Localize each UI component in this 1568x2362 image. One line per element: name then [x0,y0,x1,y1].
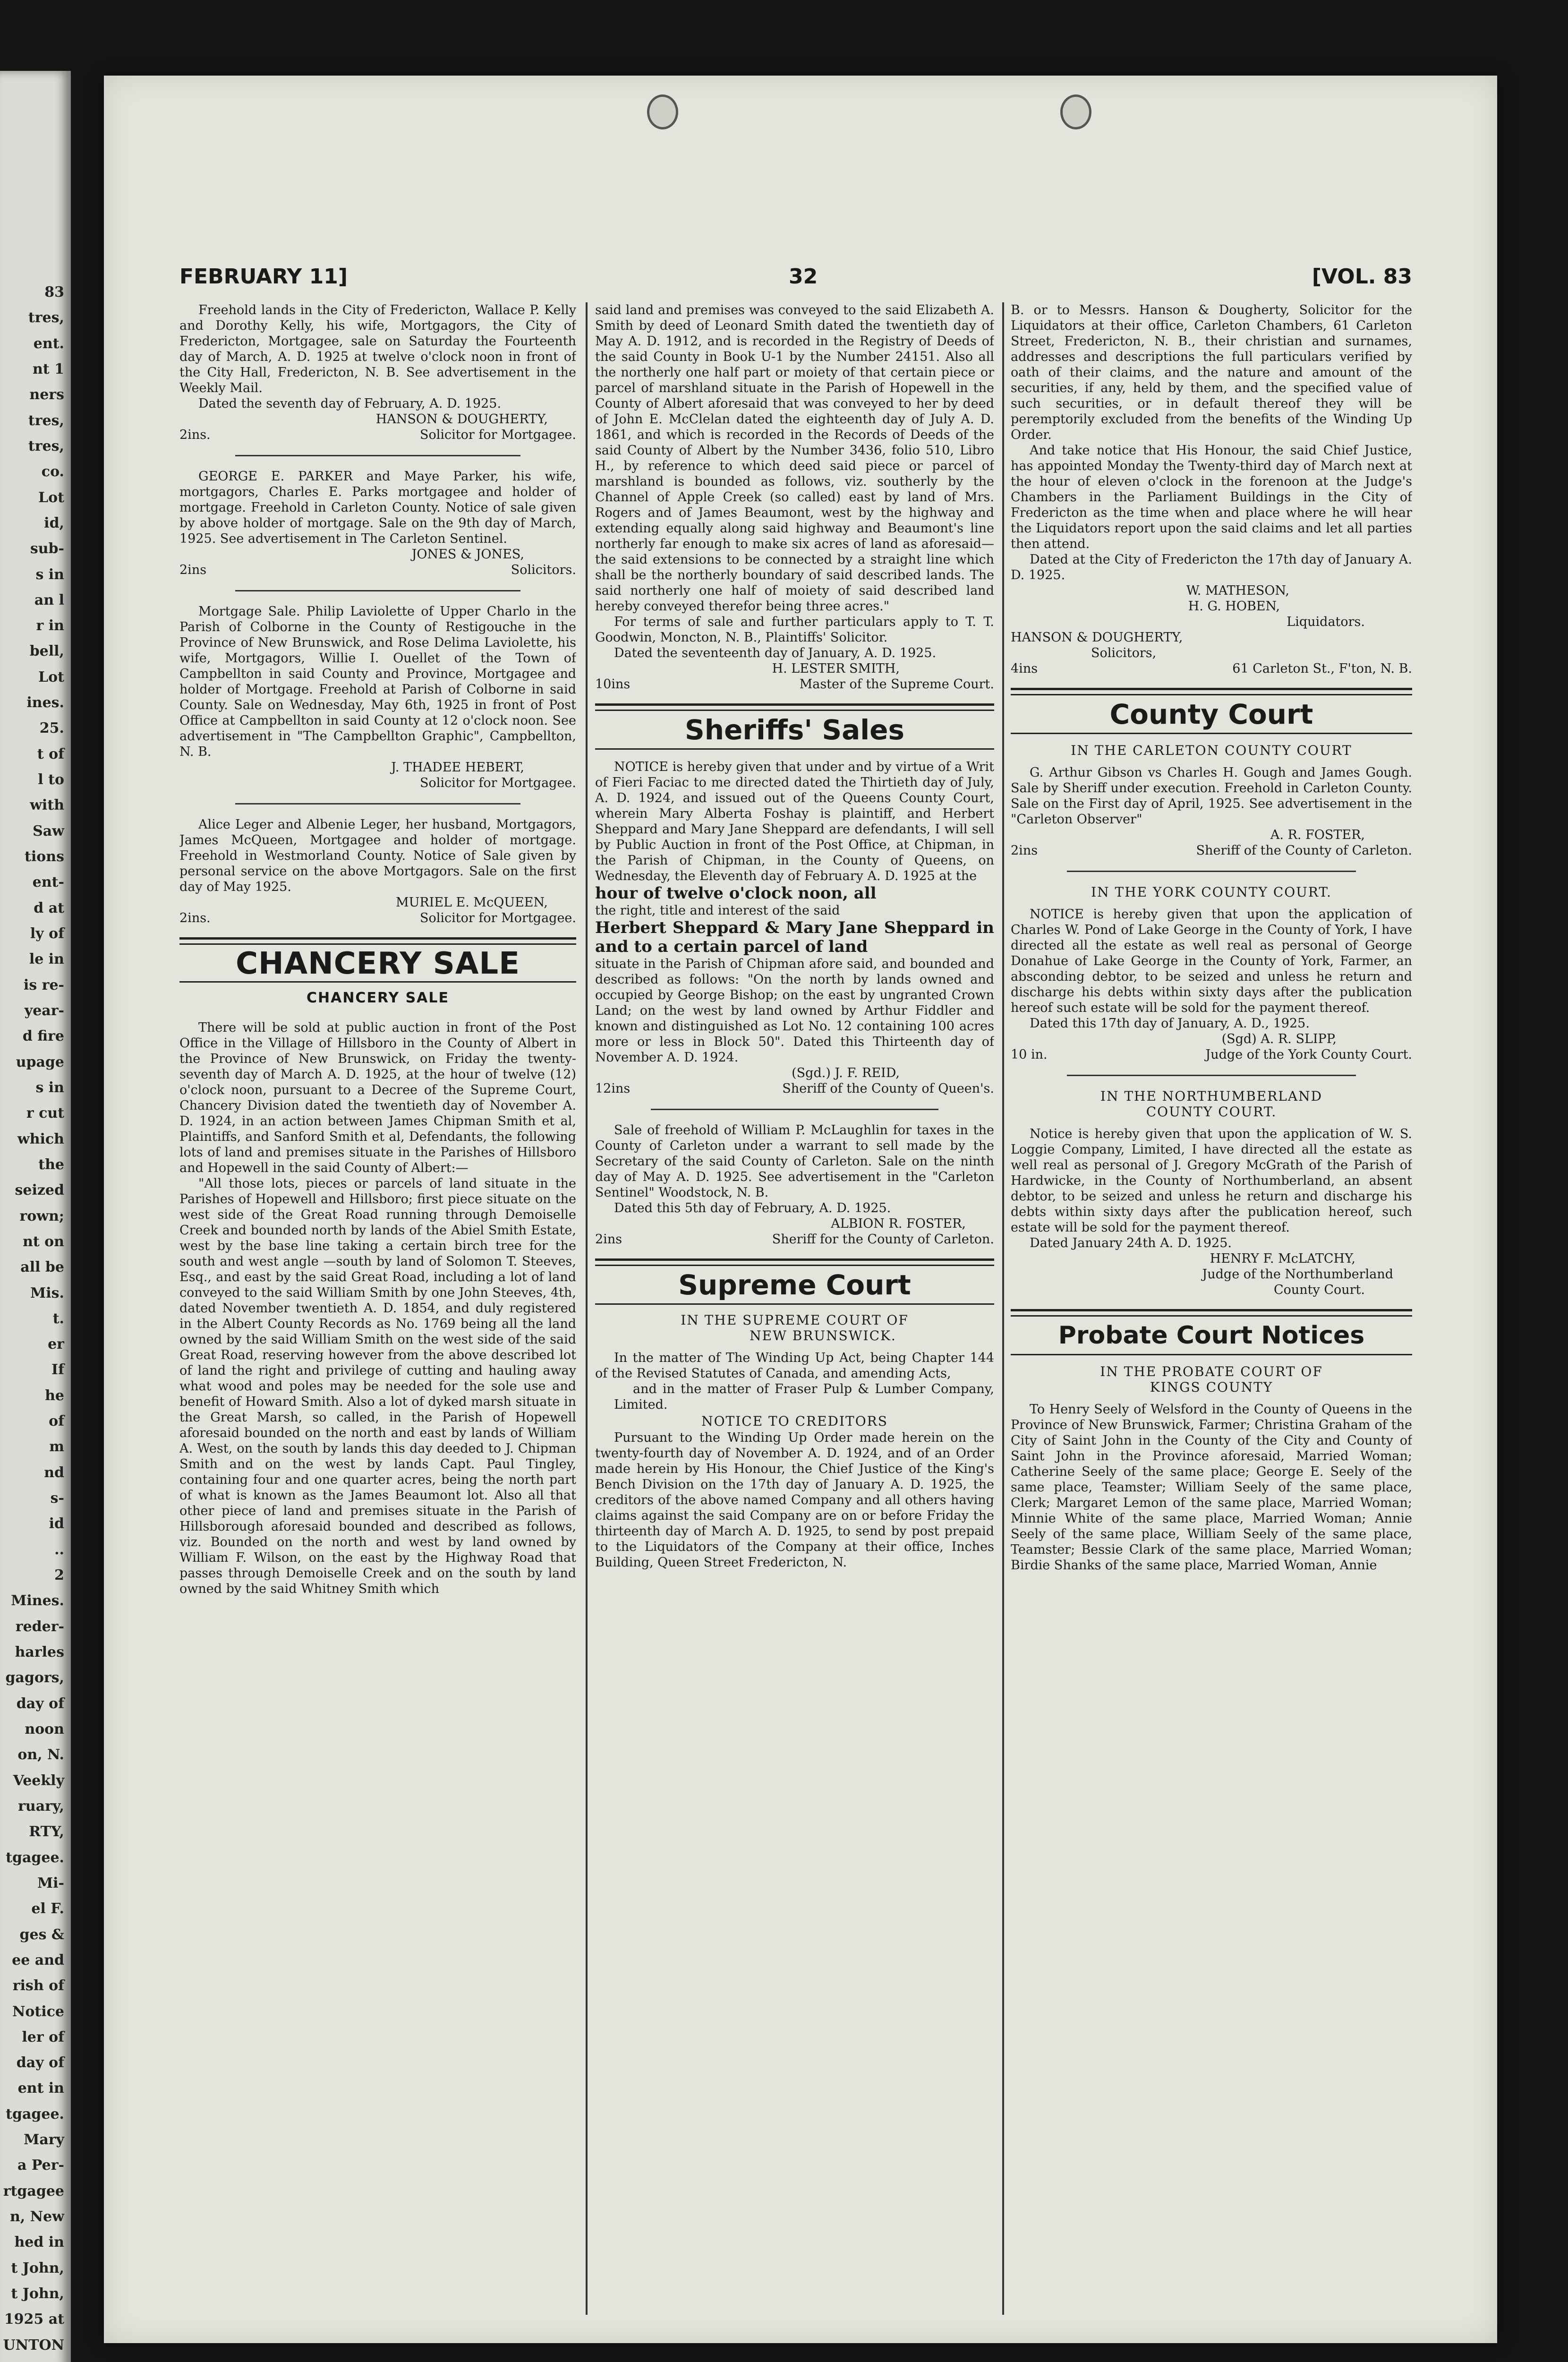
northumberland-caption-1: IN THE NORTHUMBERLAND [1100,1088,1323,1104]
signer-role: Solicitor for Mortgagee. [420,911,576,925]
facing-page-fragment: gagors, [5,1669,64,1686]
notice-parker-footer [179,562,576,578]
separator [651,1109,938,1110]
facing-page-fragment: a Per- [17,2157,64,2174]
gazette-page [104,76,1497,2343]
york-caption: IN THE YORK COUNTY COURT. [1091,884,1332,900]
notice-kelly: Freehold lands in the City of Fredericton, Wallace P. Kelly and Dorothy Kelly, his wife, Mortgagors, the City of Fredericton, Mortgagee, sale on Saturday the Fourteenth day of March, A. D. 1925 at twelve o'clock noon in front of the City Hall, Fredericton, N. B. See advertisement in the Weekly Mail. [179,303,576,395]
thin-rule [1011,1354,1412,1355]
separator [235,803,521,804]
facing-page-fragment: upage [16,1053,64,1070]
thin-rule [179,943,576,945]
facing-page-fragment: co. [41,463,64,480]
facing-page-fragment: er [48,1336,64,1353]
mclaughlin-signer: ALBION R. FOSTER, [831,1216,966,1231]
mclaughlin-notice: Sale of freehold of William P. McLaughlin for taxes in the County of Carleton under a warrant to sell made by the Secretary of the said County of Carleton. Sale on the ninth day of May A. D. 1925. See advertisement in the "Carleton Sentinel" Woodstock, N. B. [595,1123,994,1200]
york-footer [1011,1047,1412,1062]
carleton-signer: A. R. FOSTER, [1270,828,1365,842]
notice-laviolette-role: Solicitor for Mortgagee. [420,776,576,790]
mclaughlin-footer [595,1232,994,1247]
facing-page-fragment: ruary, [18,1797,64,1814]
facing-page-fragment: year- [24,1002,64,1019]
facing-page-fragment: ners [29,386,64,403]
notice-kelly-signer: HANSON & DOUGHERTY, [375,412,548,427]
northumberland-notice: Notice is hereby given that upon the application of W. S. Loggie Company, Limited, I have directed all the estate as well real as personal of J. Gregory McGrath of the Parish of Hardwicke, in the County of Northumberland, an absent debtor, to be seized and unless he return and discharge his debts within sixty days after the publication hereof, such estate will be sold for the payment thereof. [1011,1127,1412,1235]
facing-page-fragment: which [17,1130,64,1147]
notice-leger: Alice Leger and Albenie Leger, her husband, Mortgagors, James McQueen, Mortgagee and holder of mortgage. Freehold in Westmorland County. Notice of Sale given by personal service on the above Mortgagors. Sale on the first day of May 1925. [179,817,576,894]
chancery-terms: For terms of sale and further particulars apply to T. T. Goodwin, Moncton, N. B., Plaintiffs' Solicitor. [595,615,994,645]
signer-role: Sheriff of the County of Queen's. [782,1081,994,1096]
header-date: FEBRUARY 11] [179,265,348,289]
thin-rule [595,1303,994,1305]
notice-leger-footer [179,910,576,926]
facing-page-strip [0,71,71,2362]
facing-page-fragment: nt 1 [33,360,64,377]
facing-page-fragment: tgagee. [6,2105,64,2122]
ins-count: 2ins [1011,843,1038,858]
facing-page-fragment: Saw [33,822,64,839]
signer-role: Sheriff of the County of Carleton. [1196,843,1412,858]
column-1 [179,302,576,2324]
probate-caption-2: KINGS COUNTY [1150,1379,1273,1395]
facing-page-fragment: .. [54,1541,64,1558]
facing-page-fragment: Lot [38,668,64,685]
facing-page-fragment: 1925 at [4,2311,64,2328]
facing-page-fragment: t John, [11,2259,64,2276]
separator [235,455,521,456]
chancery-dated: Dated the seventeenth day of January, A. D. 1925. [614,646,937,660]
notice-parker-signer: JONES & JONES, [411,547,524,562]
signer-role: Solicitor for Mortgagee. [420,428,576,442]
northumberland-caption-2: COUNTY COURT. [1146,1104,1277,1120]
facing-page-fragment: rish of [12,1977,64,1994]
ins-count: 10ins [595,677,631,692]
facing-page-fragment: day of [16,1695,64,1712]
chancery-paragraph-1: There will be sold at public auction in front of the Post Office in the Village of Hillsboro in the County of Albert in the Province of New Brunswick, on Friday the twenty-seventh day of March A. D. 1925, at the hour of twelve (12) o'clock noon, pursuant to a Decree of the Supreme Court, Chancery Division dated the twentieth day of November A. D. 1924, in an action between James Chipman Smith et al, Plaintiffs, and Sanford Smith et al, Defendants, the following lots of land and premises situate in the Parishes of Hillsboro and Hopewell in the said County of Albert:— [179,1020,576,1175]
northumberland-role-1: Judge of the Northumberland [1202,1267,1393,1282]
column-rule [1002,302,1004,2315]
facing-page-fragment: the [38,1156,64,1173]
ins-count: 2ins. [179,911,211,925]
ins-count: 4ins [1011,661,1038,676]
facing-page-fragment: noon [25,1720,64,1737]
solicitor-footer [1011,661,1412,676]
facing-page-fragment: 25. [39,720,64,737]
facing-page-fragment: he [45,1387,64,1404]
heavy-rule [595,703,994,706]
facing-page-fragment: d fire [22,1028,64,1045]
facing-page-fragment: Mines. [11,1592,64,1609]
chancery-continued: said land and premises was conveyed to the said Elizabeth A. Smith by deed of Leonard Smith dated the twentieth day of May A. D. 1912, and is recorded in the Registry of Deeds of the said County in Book U-1 by the Number 24151. Also all the northerly one half part or moiety of that certain piece or parcel of marshland situate in the Parish of Hopewell in the County of Albert aforesaid that was conveyed to her by deed of John E. McClelan dated the eighteenth day of July A. D. 1861, and which is recorded in the Records of Deeds of the said County of Albert by the Number 3436, folio 510, Libro H., by reference to which deed said piece or parcel of marshland is bounded as follows, viz. southerly by the Channel of Apple Creek (so called) east by land of Mrs. Rogers and of James Beaumont, west by the highway and extending equally along said highway and Beaumont's line northerly far enough to make six acres of land as aforesaid—the said extensions to be connected by a straight line which shall be the northerly boundary of said described lands. The said northerly one half of moiety of said described land hereby conveyed therefor being three acres." [595,303,994,614]
facing-page-fragment: nt on [23,1233,64,1250]
sheriff-paragraph-1: NOTICE is hereby given that under and by virtue of a Writ of Fieri Faciac to me directed dated the Thirtieth day of July, A. D. 1924, and issued out of the Queens County Court, wherein Mary Alberta Foshay is plaintiff, and Herbert Sheppard and Mary Jane Sheppard are defendants, I will sell by Public Auction in front of the Post Office, at Chipman, in the Parish of Chipman, in the County of Queens, on Wednesday, the Eleventh day of February A. D. 1925 at the [595,760,994,883]
thin-rule [1011,733,1412,734]
probate-notice: To Henry Seely of Welsford in the County of Queens in the Province of New Brunswick, Farmer; Christina Graham of the City of Saint John in the County of the City and County of Saint John in the Province aforesaid, Married Woman; Catherine Seely of the same place; George E. Seely of the same place, Teamster; William Seely of the same place, Clerk; Margaret Lemon of the same place, Married Woman; Minnie White of the same place, Married Woman; Annie Seely of the same place, William Seely of the same place, Teamster; Bessie Clark of the same place, Married Woman; Birdie Shanks of the same place, Married Woman, Annie [1011,1402,1412,1573]
facing-page-fragment: harles [15,1644,64,1660]
facing-page-fragment: tres, [28,309,64,326]
facing-page-fragment: Lot [38,489,64,506]
facing-page-fragment: ines. [26,694,64,711]
notice-laviolette-signer: J. THADEE HEBERT, [391,760,524,775]
facing-page-fragment: with [30,797,64,814]
notice-laviolette: Mortgage Sale. Philip Laviolette of Upper Charlo in the Parish of Colborne in the County of Restigouche in the Province of New Brunswick, and Rose Delima Laviolette, his wife, Mortgagors, Willie I. Ouellet of the Town of Campbellton in said County and Province, Mortgagee and holder of Mortgage. Freehold at Parish of Colborne in said County. Sale on Wednesday, May 6th, 1925 in front of Post Office at Campbellton in said County at 12 o'clock noon. See advertisement in "The Campbellton Graphic", Campbellton, N. B. [179,604,576,759]
facing-page-fragment: nd [44,1464,64,1481]
facing-page-fragment: seized [15,1182,64,1199]
ins-count: 2ins. [179,428,211,442]
facing-page-fragment: l to [38,771,64,788]
column-2 [595,302,994,2324]
ins-count: 12ins [595,1081,631,1096]
notice-kelly-footer [179,427,576,443]
sheriff-signer: (Sgd.) J. F. REID, [792,1066,900,1080]
section-heading-supreme: Supreme Court [678,1269,911,1301]
notice-parker: GEORGE E. PARKER and Maye Parker, his wife, mortgagors, Charles E. Parks mortgagee and holder of mortgage. Freehold in Carleton County. Notice of sale given by above holder of mortgage. Sale on the 9th day of March, 1925. See advertisement in The Carleton Sentinel. [179,469,576,546]
facing-page-fragment: If [51,1361,64,1378]
facing-page-fragment: Veekly [13,1772,64,1789]
facing-page-fragment: ent in [17,2080,64,2097]
facing-page-fragment: le in [29,951,64,968]
facing-page-fragment: tions [25,848,64,865]
supreme-dated: Dated at the City of Fredericton the 17th day of January A. D. 1925. [1011,552,1412,582]
facing-page-fragment: ent- [32,874,64,891]
facing-page-fragment: tres, [28,437,64,454]
separator [235,590,521,591]
york-signer: (Sgd) A. R. SLIPP, [1221,1032,1337,1046]
mclaughlin-dated: Dated this 5th day of February, A. D. 1925. [614,1201,891,1215]
facing-page-fragment: bell, [29,643,64,660]
probate-caption-1: IN THE PROBATE COURT OF [1100,1364,1323,1379]
facing-page-fragment: ges & [19,1926,64,1943]
liquidators-role: Liquidators. [1287,615,1365,629]
facing-page-fragment: el F. [31,1900,64,1917]
facing-page-fragment: n, New [9,2208,64,2225]
sheriff-footer [595,1081,994,1096]
facing-page-fragment: hed in [14,2234,64,2251]
thin-rule [1011,1315,1412,1317]
heavy-rule [179,937,576,940]
facing-page-fragment: Mary [24,2131,64,2148]
chancery-signer: H. LESTER SMITH, [772,661,900,676]
supreme-take-notice: And take notice that His Honour, the said Chief Justice, has appointed Monday the Twenty-third day of March next at the hour of eleven o'clock in the forenoon at the Judge's Chambers in the Parliament Buildings in the City of Fredericton as the time when and place where he will hear the Liquidators report upon the said claims and let all parties then attend. [1011,443,1412,551]
facing-page-fragment: id, [44,514,64,531]
signer-role: Sheriff for the County of Carleton. [772,1232,994,1247]
separator [1067,1075,1356,1076]
facing-page-fragment: r in [36,617,64,634]
facing-page-fragment: t John, [11,2285,64,2302]
header-page-number: 32 [789,265,818,289]
facing-page-fragment: ly of [30,925,64,942]
page-header [179,265,1412,293]
northumberland-role-2: County Court. [1273,1283,1365,1297]
ins-count: 2ins [179,563,207,577]
heavy-rule [595,1258,994,1261]
signer-role: Solicitors. [511,563,576,577]
northumberland-dated: Dated January 24th A. D. 1925. [1030,1236,1232,1250]
facing-page-fragment: t. [52,1310,64,1327]
notice-leger-signer: MURIEL E. McQUEEN, [395,895,548,910]
facing-page-fragment: id [49,1515,64,1532]
ins-count: 2ins [595,1232,622,1247]
facing-page-fragment: d at [34,899,64,916]
carleton-footer [1011,843,1412,858]
heavy-rule [1011,1309,1412,1311]
facing-page-fragment: an l [34,591,64,608]
thin-rule [595,710,994,711]
section-heading-probate: Probate Court Notices [1058,1321,1365,1350]
column-rule [586,302,588,2315]
liquidator-2: H. G. HOBEN, [1188,599,1280,614]
facing-page-fragment: Mi- [37,1874,64,1891]
column-3 [1011,302,1412,2324]
facing-page-fragment: t of [37,745,64,762]
carleton-caption: IN THE CARLETON COUNTY COURT [1071,743,1352,758]
thin-rule [595,748,994,750]
signer-role: Judge of the York County Court. [1205,1047,1412,1062]
facing-page-fragment: s in [35,1079,64,1096]
section-heading-sheriffs: Sheriffs' Sales [685,714,904,746]
facing-page-fragment: day of [16,2054,64,2071]
facing-page-fragment: 2 [54,1567,64,1584]
facing-page-fragment: sub- [30,540,64,557]
facing-page-fragment: ler of [22,2028,64,2045]
facing-page-fragment: Mis. [30,1284,64,1301]
solicitor-address: 61 Carleton St., F'ton, N. B. [1232,661,1412,676]
sheriff-emphasis-2: Herbert Sheppard & Mary Jane Sheppard in and to a certain parcel of land [595,918,994,956]
supreme-caption-1: IN THE SUPREME COURT OF [681,1312,909,1328]
facing-page-fragment: of [49,1413,64,1430]
facing-page-fragment: all be [20,1259,64,1276]
sheriff-paragraph-2: the right, title and interest of the said [595,903,840,918]
section-heading-chancery: CHANCERY SALE [236,946,520,981]
thin-rule [1011,694,1412,695]
thin-rule [179,981,576,983]
chancery-paragraph-2: "All those lots, pieces or parcels of land situate in the Parishes of Hopewell and Hillsboro; first piece situate on the west side of the Great Road running through Demoiselle Creek and bounded north by lands of the Abiel Smith Estate, west by the base line taking a certain birch tree for the south and west angle —south by land of Solomon T. Steeves, Esq., and east by the said Great Road, including a lot of land conveyed to the said William Smith by one John Steeves, 4th, dated November twentieth A. D. 1854, and duly registered in the Albert County Records as No. 1769 being all the land owned by the said William Smith on the west side of the said Great Road, reserving however from the above described lot of land the right and privilege of cutting and hauling away what wood and poles may be needed for the sole use and benefit of Howard Smith. Also a lot of dyked marsh situate in the Great Marsh, so called, in the Parish of Hopewell aforesaid bounded on the north and east by lands of William A. West, on the south by lands this day deeded to J. Chipman Smith and on the west by lands Capt. Paul Tingley, containing four and one quarter acres, being the north part of what is known as the James Beaumont lot. Also all that other piece of land and premises situate in the Parish of Hillsborough aforesaid bounded and described as follows, viz. Bounded on the north and west by land owned by William F. Wilson, on the east by the Highway Road that passes through Demoiselle Creek and on the south by land owned by the said Whitney Smith which [179,1176,576,1596]
facing-page-fragment: rown; [19,1207,64,1224]
chancery-footer [595,676,994,692]
york-notice: NOTICE is hereby given that upon the application of Charles W. Pond of Lake George in the County of York, I have directed all the estate as well real as personal of George Donahue of Lake George in the County of York, Farmer, an absconding debtor, to be seized and unless he return and discharge his debts within sixty days after the publication hereof such estate will be sold for the payment thereof. [1011,907,1412,1015]
notice-kelly-dated: Dated the seventh day of February, A. D. 1925. [198,396,502,411]
facing-page-fragment: UNTON [3,2336,64,2353]
section-heading-county-court: County Court [1109,698,1313,730]
ins-count: 10 in. [1011,1047,1048,1062]
facing-page-fragment: tgagee. [6,1849,64,1866]
heavy-rule [1011,688,1412,690]
northumberland-signer: HENRY F. McLATCHY, [1210,1251,1355,1266]
separator [1067,871,1356,872]
supreme-matter-1: In the matter of The Winding Up Act, being Chapter 144 of the Revised Statutes of Canada, and amending Acts, [595,1351,994,1381]
liquidator-1: W. MATHESON, [1186,583,1289,598]
facing-page-fragment: m [49,1438,64,1455]
sheriff-emphasis-1: hour of twelve o'clock noon, all [595,884,877,903]
facing-page-fragment: s in [35,566,64,583]
facing-page-fragment: s- [50,1490,64,1507]
solicitor-name: HANSON & DOUGHERTY, [1011,630,1183,645]
supreme-notice-title: NOTICE TO CREDITORS [701,1413,888,1429]
york-dated: Dated this 17th day of January, A. D., 1925. [1030,1016,1310,1031]
facing-page-fragment: Notice [12,2003,64,2020]
facing-page-fragment: rtgagee [3,2182,64,2199]
carleton-notice: G. Arthur Gibson vs Charles H. Gough and James Gough. Sale by Sheriff under execution. Freehold in Carleton County. Sale on the First day of April, 1925. See advertisement in the "Carleton Observer" [1011,765,1412,827]
supreme-paragraph: Pursuant to the Winding Up Order made herein on the twenty-fourth day of November A. D. 1924, and of an Order made herein by His Honour, the Chief Justice of the King's Bench Division on the 17th day of January A. D. 1925, the creditors of the above named Company and all others having claims against the said Company are on or before Friday the thirteenth day of March A. D. 1925, to send by post prepaid to the Liquidators of the Company at their office, Inches Building, Queen Street Fredericton, N. [595,1430,994,1570]
sheriff-paragraph-3: situate in the Parish of Chipman afore said, and bounded and described as follows: "On the north by lands owned and occupied by George Bishop; on the east by ungranted Crown Land; on the west by land owned by Arthur Fiddler and known and distinguished as Lot No. 12 containing 100 acres more or less in Block 50". Dated this Thirteenth day of November A. D. 1924. [595,957,994,1065]
supreme-continued: B. or to Messrs. Hanson & Dougherty, Solicitor for the Liquidators at their office, Carleton Chambers, 61 Carleton Street, Fredericton, N. B., their christian and surnames, addresses and descriptions the full particulars verified by oath of their claims, and the nature and amount of the securities, if any, held by them, and the specified value of such securities, or in default thereof they will be peremptorily excluded from the benefits of the Winding Up Order. [1011,303,1412,442]
subheading-chancery: CHANCERY SALE [306,990,450,1006]
thin-rule [595,1265,994,1266]
facing-page-fragment: ee and [12,1951,64,1968]
solicitor-role: Solicitors, [1091,646,1157,660]
facing-page-fragment: reder- [15,1618,64,1635]
signer-role: Master of the Supreme Court. [799,677,994,692]
binding-hole [1060,94,1091,129]
supreme-matter-2: and in the matter of Fraser Pulp & Lumber Company, Limited. [614,1382,994,1412]
facing-page-fragment: tres, [28,412,64,429]
facing-page-fragment: RTY, [29,1823,64,1840]
facing-page-fragment: is re- [23,976,64,993]
facing-page-fragment: on, N. [17,1746,64,1763]
facing-page-fragment: 83 [44,284,64,300]
facing-page-fragment: r cut [26,1105,64,1122]
header-volume: [VOL. 83 [1312,265,1412,289]
supreme-caption-2: NEW BRUNSWICK. [750,1328,896,1344]
binding-hole [647,94,678,129]
facing-page-fragment: ent. [33,335,64,352]
